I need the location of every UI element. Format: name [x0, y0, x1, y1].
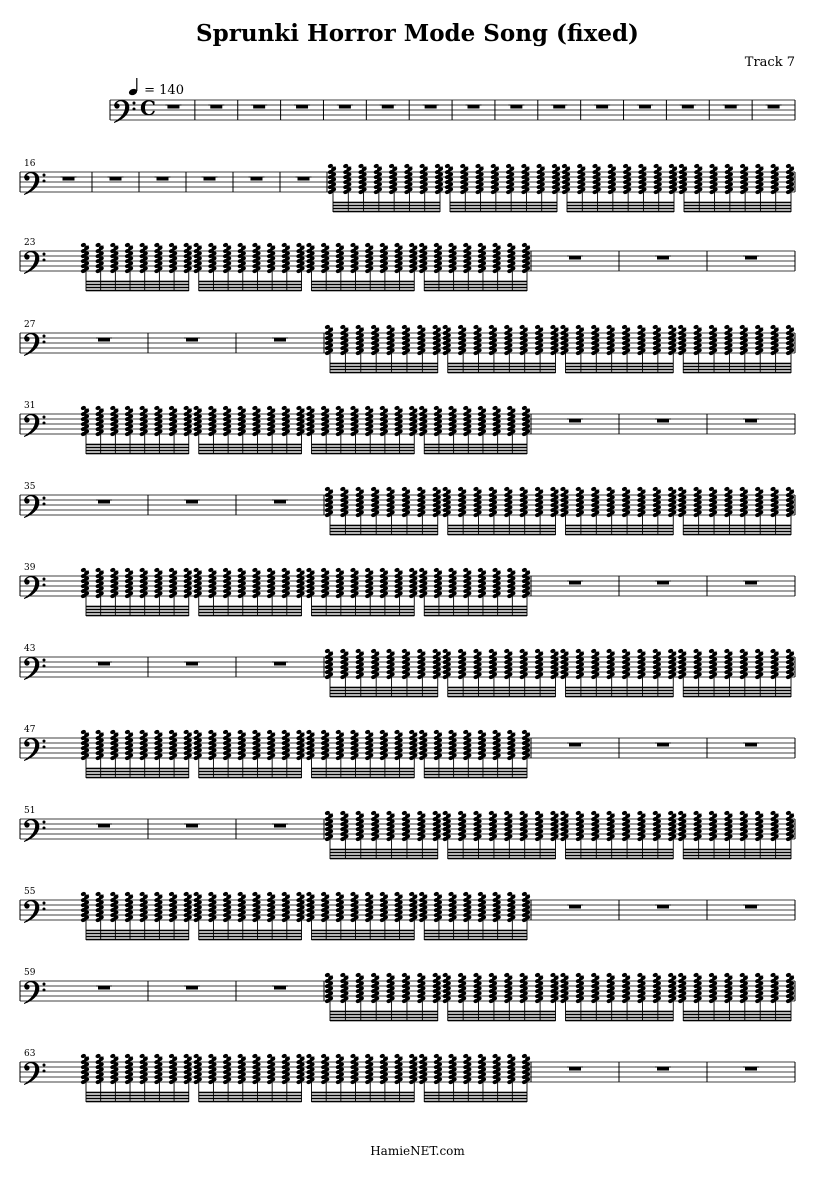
whole-rest-icon — [657, 419, 669, 423]
beam — [683, 849, 791, 851]
beam — [86, 281, 189, 283]
beam — [424, 450, 527, 452]
beam — [86, 939, 189, 941]
beam — [424, 287, 527, 289]
whole-rest-icon — [382, 105, 394, 109]
beam — [330, 696, 438, 698]
beam — [448, 1014, 556, 1016]
chord-measure — [324, 972, 794, 1021]
whole-rest-icon — [569, 256, 581, 260]
beam — [566, 858, 674, 860]
whole-rest-icon — [553, 105, 565, 109]
whole-rest-icon — [768, 105, 780, 109]
beam — [312, 444, 415, 446]
beam — [330, 369, 438, 371]
beam — [86, 1101, 189, 1103]
beam — [330, 852, 438, 854]
beam — [330, 849, 438, 851]
chord-measure — [327, 163, 794, 212]
beam — [567, 211, 674, 213]
beam — [199, 933, 302, 935]
staff-system — [20, 238, 795, 291]
beam — [86, 768, 189, 770]
beam — [199, 1095, 302, 1097]
staff-system — [110, 96, 795, 123]
chord-measure — [80, 242, 530, 291]
bass-clef-icon — [114, 100, 136, 123]
whole-rest-icon — [510, 105, 522, 109]
common-time-icon: C — [140, 96, 156, 120]
beam — [424, 777, 527, 779]
whole-rest-icon — [657, 743, 669, 747]
beam — [448, 1017, 556, 1019]
beam — [312, 930, 415, 932]
whole-rest-icon — [274, 824, 286, 828]
beam — [312, 936, 415, 938]
beam — [330, 531, 438, 533]
beam — [199, 450, 302, 452]
whole-rest-icon — [569, 905, 581, 909]
whole-rest-icon — [639, 105, 651, 109]
bass-clef-icon — [24, 172, 46, 195]
beam — [199, 612, 302, 614]
beam — [683, 528, 791, 530]
beam — [86, 1092, 189, 1094]
beam — [312, 612, 415, 614]
bass-clef-icon — [24, 738, 46, 761]
beam — [683, 852, 791, 854]
beam — [448, 528, 556, 530]
beam — [312, 1098, 415, 1100]
measure-number: 63 — [24, 1049, 36, 1059]
staff-system — [20, 482, 795, 535]
beam — [199, 768, 302, 770]
beam — [330, 528, 438, 530]
beam — [450, 211, 557, 213]
staff-system — [20, 563, 795, 616]
beam — [199, 447, 302, 449]
chord-measure — [80, 729, 530, 778]
beam — [448, 690, 556, 692]
beam — [683, 372, 791, 374]
bass-clef-icon — [24, 1062, 46, 1085]
beam — [566, 696, 674, 698]
whole-rest-icon — [63, 177, 75, 181]
beam — [684, 205, 791, 207]
measure-number: 47 — [24, 725, 36, 735]
bass-clef-icon — [24, 576, 46, 599]
beam — [199, 290, 302, 292]
beam — [86, 615, 189, 617]
beam — [199, 453, 302, 455]
beam — [199, 287, 302, 289]
tempo-value: = 140 — [144, 83, 184, 98]
beam — [86, 771, 189, 773]
beam — [684, 202, 791, 204]
beam — [424, 606, 527, 608]
staff-system — [20, 725, 795, 778]
beam — [312, 774, 415, 776]
staff-system — [20, 806, 795, 859]
whole-rest-icon — [657, 256, 669, 260]
beam — [424, 447, 527, 449]
beam — [566, 366, 674, 368]
whole-rest-icon — [98, 338, 110, 342]
beam — [312, 615, 415, 617]
beam — [448, 363, 556, 365]
bass-clef-icon — [24, 981, 46, 1004]
beam — [683, 1014, 791, 1016]
measure-number: 55 — [24, 887, 36, 897]
beam — [199, 284, 302, 286]
measure-number: 16 — [24, 159, 36, 169]
whole-rest-icon — [186, 986, 198, 990]
whole-rest-icon — [569, 581, 581, 585]
beam — [684, 208, 791, 210]
whole-rest-icon — [186, 500, 198, 504]
whole-rest-icon — [745, 905, 757, 909]
whole-rest-icon — [274, 986, 286, 990]
beam — [448, 693, 556, 695]
bass-clef-icon — [24, 495, 46, 518]
beam — [86, 609, 189, 611]
beam — [312, 771, 415, 773]
beam — [199, 606, 302, 608]
whole-rest-icon — [569, 419, 581, 423]
beam — [199, 939, 302, 941]
beam — [424, 939, 527, 941]
beam — [683, 534, 791, 536]
beam — [424, 453, 527, 455]
beam — [566, 1011, 674, 1013]
whole-rest-icon — [657, 905, 669, 909]
beam — [330, 858, 438, 860]
track-label: Track 7 — [744, 55, 795, 70]
whole-rest-icon — [98, 824, 110, 828]
beam — [566, 534, 674, 536]
whole-rest-icon — [274, 500, 286, 504]
whole-rest-icon — [186, 662, 198, 666]
beam — [333, 205, 440, 207]
beam — [330, 693, 438, 695]
beam — [448, 855, 556, 857]
chord-measure — [80, 405, 530, 454]
beam — [199, 1098, 302, 1100]
beam — [424, 615, 527, 617]
beam — [424, 774, 527, 776]
beam — [312, 287, 415, 289]
whole-rest-icon — [569, 743, 581, 747]
whole-rest-icon — [298, 177, 310, 181]
beam — [330, 534, 438, 536]
bass-clef-icon — [24, 819, 46, 842]
beam — [683, 690, 791, 692]
beam — [566, 1020, 674, 1022]
beam — [424, 768, 527, 770]
beam — [566, 855, 674, 857]
beam — [424, 936, 527, 938]
beam — [424, 290, 527, 292]
staff-system — [20, 320, 795, 373]
beam — [86, 290, 189, 292]
beam — [333, 211, 440, 213]
beam — [330, 525, 438, 527]
beam — [333, 202, 440, 204]
beam — [330, 372, 438, 374]
chord-measure — [80, 1053, 530, 1102]
beam — [199, 936, 302, 938]
beam — [312, 606, 415, 608]
beam — [86, 450, 189, 452]
chord-measure — [324, 648, 794, 697]
whole-rest-icon — [425, 105, 437, 109]
chord-measure — [324, 810, 794, 859]
whole-rest-icon — [204, 177, 216, 181]
beam — [199, 771, 302, 773]
beam — [448, 1020, 556, 1022]
whole-rest-icon — [725, 105, 737, 109]
beam — [199, 281, 302, 283]
beam — [199, 444, 302, 446]
beam — [450, 202, 557, 204]
whole-rest-icon — [745, 419, 757, 423]
beam — [566, 687, 674, 689]
beam — [86, 612, 189, 614]
beam — [448, 849, 556, 851]
whole-rest-icon — [657, 581, 669, 585]
measure-number: 35 — [24, 482, 36, 492]
staff-system — [20, 887, 795, 940]
beam — [86, 284, 189, 286]
beam — [683, 363, 791, 365]
beam — [567, 208, 674, 210]
beam — [86, 774, 189, 776]
whole-rest-icon — [186, 824, 198, 828]
beam — [312, 933, 415, 935]
beam — [199, 1092, 302, 1094]
beam — [566, 531, 674, 533]
beam — [448, 852, 556, 854]
staff-system — [20, 644, 795, 697]
beam — [424, 444, 527, 446]
whole-rest-icon — [253, 105, 265, 109]
whole-rest-icon — [745, 256, 757, 260]
beam — [199, 609, 302, 611]
beam — [424, 609, 527, 611]
beam — [566, 849, 674, 851]
whole-rest-icon — [682, 105, 694, 109]
beam — [86, 1095, 189, 1097]
beam — [567, 202, 674, 204]
measure-number: 51 — [24, 806, 36, 816]
beam — [566, 693, 674, 695]
beam — [86, 606, 189, 608]
chord-measure — [324, 324, 794, 373]
beam — [448, 534, 556, 536]
whole-rest-icon — [251, 177, 263, 181]
beam — [312, 281, 415, 283]
beam — [424, 612, 527, 614]
beam — [312, 939, 415, 941]
beam — [330, 690, 438, 692]
whole-rest-icon — [167, 105, 179, 109]
beam — [199, 774, 302, 776]
whole-rest-icon — [186, 338, 198, 342]
beam — [86, 936, 189, 938]
whole-rest-icon — [98, 662, 110, 666]
beam — [683, 366, 791, 368]
measure-number: 43 — [24, 644, 36, 654]
beam — [566, 1014, 674, 1016]
beam — [312, 1092, 415, 1094]
beam — [448, 372, 556, 374]
beam — [424, 933, 527, 935]
staff-system — [20, 1049, 795, 1102]
beam — [312, 447, 415, 449]
bass-clef-icon — [24, 657, 46, 680]
beam — [448, 369, 556, 371]
beam — [448, 1011, 556, 1013]
beam — [683, 696, 791, 698]
beam — [448, 687, 556, 689]
whole-rest-icon — [274, 338, 286, 342]
whole-rest-icon — [210, 105, 222, 109]
beam — [566, 363, 674, 365]
bass-clef-icon — [24, 333, 46, 356]
beam — [566, 525, 674, 527]
whole-rest-icon — [98, 986, 110, 990]
measure-number: 23 — [24, 238, 36, 248]
beam — [683, 1020, 791, 1022]
measure-number: 59 — [24, 968, 36, 978]
beam — [450, 205, 557, 207]
chord-measure — [80, 567, 530, 616]
whole-rest-icon — [745, 581, 757, 585]
whole-rest-icon — [296, 105, 308, 109]
beam — [683, 858, 791, 860]
beam — [86, 453, 189, 455]
beam — [199, 777, 302, 779]
beam — [566, 369, 674, 371]
beam — [424, 930, 527, 932]
beam — [566, 528, 674, 530]
beam — [86, 444, 189, 446]
beam — [199, 615, 302, 617]
beam — [683, 687, 791, 689]
beam — [330, 1011, 438, 1013]
staff-system — [20, 401, 795, 454]
beam — [566, 1017, 674, 1019]
beam — [86, 930, 189, 932]
beam — [684, 211, 791, 213]
beam — [448, 366, 556, 368]
beam — [683, 855, 791, 857]
beam — [199, 1101, 302, 1103]
beam — [683, 531, 791, 533]
beam — [199, 930, 302, 932]
staff-system — [20, 968, 795, 1021]
bass-clef-icon — [24, 251, 46, 274]
beam — [450, 208, 557, 210]
whole-rest-icon — [468, 105, 480, 109]
beam — [330, 1014, 438, 1016]
chord-measure — [80, 891, 530, 940]
beam — [683, 1017, 791, 1019]
beam — [86, 933, 189, 935]
beam — [312, 777, 415, 779]
beam — [424, 281, 527, 283]
beam — [86, 1098, 189, 1100]
measure-number: 39 — [24, 563, 36, 573]
beam — [312, 1101, 415, 1103]
beam — [448, 531, 556, 533]
beam — [330, 687, 438, 689]
beam — [566, 372, 674, 374]
whole-rest-icon — [110, 177, 122, 181]
staff-system — [20, 159, 795, 212]
beam — [567, 205, 674, 207]
beam — [683, 369, 791, 371]
measure-number: 27 — [24, 320, 36, 330]
whole-rest-icon — [596, 105, 608, 109]
whole-rest-icon — [745, 743, 757, 747]
beam — [330, 366, 438, 368]
beam — [330, 363, 438, 365]
beam — [86, 777, 189, 779]
song-title: Sprunki Horror Mode Song (fixed) — [196, 20, 639, 47]
beam — [448, 858, 556, 860]
beam — [312, 609, 415, 611]
beam — [86, 287, 189, 289]
beam — [312, 453, 415, 455]
beam — [330, 1020, 438, 1022]
beam — [683, 1011, 791, 1013]
beam — [312, 284, 415, 286]
measure-number: 31 — [24, 401, 36, 411]
bass-clef-icon — [24, 900, 46, 923]
beam — [683, 525, 791, 527]
whole-rest-icon — [98, 500, 110, 504]
beam — [333, 208, 440, 210]
whole-rest-icon — [274, 662, 286, 666]
whole-rest-icon — [339, 105, 351, 109]
beam — [424, 284, 527, 286]
beam — [312, 290, 415, 292]
bass-clef-icon — [24, 414, 46, 437]
beam — [312, 768, 415, 770]
chord-measure — [324, 486, 794, 535]
beam — [448, 696, 556, 698]
beam — [330, 1017, 438, 1019]
beam — [312, 1095, 415, 1097]
beam — [330, 855, 438, 857]
beam — [566, 852, 674, 854]
beam — [566, 690, 674, 692]
beam — [312, 450, 415, 452]
beam — [448, 525, 556, 527]
beam — [683, 693, 791, 695]
beam — [86, 447, 189, 449]
whole-rest-icon — [157, 177, 169, 181]
beam — [424, 771, 527, 773]
